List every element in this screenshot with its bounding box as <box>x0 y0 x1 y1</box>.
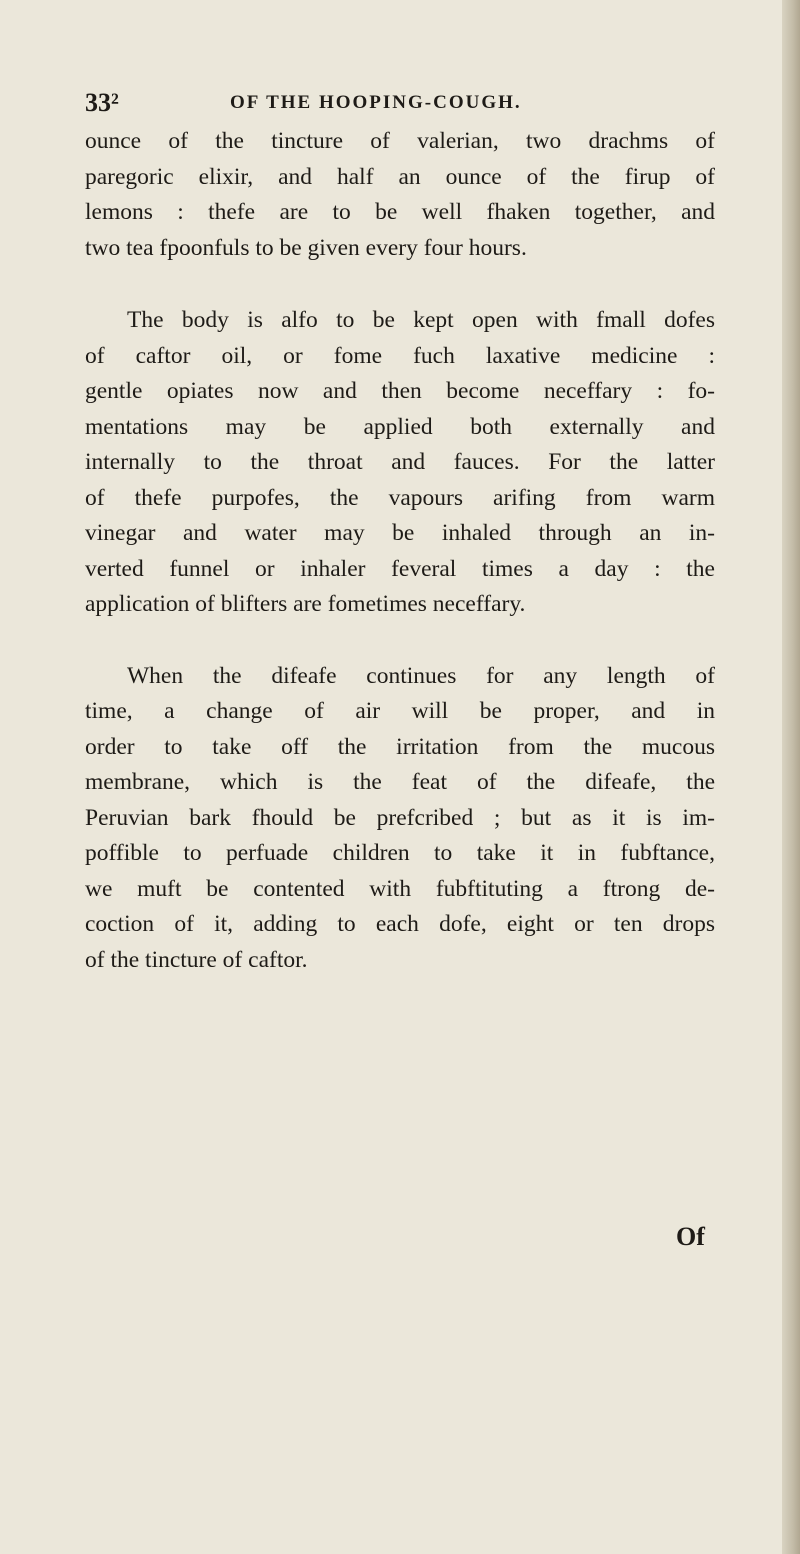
text-line: two tea fpoonfuls to be given every four hours. <box>85 234 527 261</box>
text-line: mentations may be applied both externally and <box>85 413 715 440</box>
text-line: verted funnel or inhaler feveral times a day : the <box>85 555 715 582</box>
text-line: internally to the throat and fauces. For the latter <box>85 449 715 475</box>
page-edge-shadow <box>782 0 800 1554</box>
text-line: order to take off the irritation from the mucous <box>85 733 715 760</box>
text-line: of thefe purpofes, the vapours arifing from warm <box>85 484 715 511</box>
page-number: 33² <box>85 88 119 117</box>
paragraph-2 <box>85 303 715 623</box>
text-line: application of blifters are fometimes neceffary. <box>85 591 526 617</box>
text-line: paregoric elixir, and half an ounce of the firup of <box>85 163 715 190</box>
paragraph-1 <box>85 124 715 266</box>
catchword: Of <box>676 1222 705 1251</box>
text-line: ounce of the tincture of valerian, two drachms of <box>85 128 715 154</box>
text-line: membrane, which is the feat of the difeafe, the <box>85 769 715 795</box>
text-line: gentle opiates now and then become neceffary : fo- <box>85 378 715 404</box>
paragraph-3 <box>85 659 715 979</box>
text-line: of caftor oil, or fome fuch laxative medicine : <box>85 342 715 369</box>
text-line: The body is alfo to be kept open with fmall dofes <box>127 307 715 333</box>
text-line: When the difeafe continues for any length of <box>127 662 715 689</box>
running-head-title: OF THE HOOPING-COUGH. <box>230 92 522 113</box>
text-line: time, a change of air will be proper, and in <box>85 698 715 724</box>
text-line: lemons : thefe are to be well fhaken together, and <box>85 199 715 225</box>
text-line: of the tincture of caftor. <box>85 946 308 973</box>
text-line: vinegar and water may be inhaled through an in- <box>85 520 715 546</box>
text-line: Peruvian bark fhould be prefcribed ; but as it is im- <box>85 804 715 831</box>
text-line: coction of it, adding to each dofe, eight or ten drops <box>85 911 715 937</box>
running-head <box>85 88 715 120</box>
body-text <box>85 124 715 978</box>
text-line: we muft be contented with fubftituting a ftrong de- <box>85 875 715 902</box>
text-line: poffible to perfuade children to take it in fubftance, <box>85 840 715 866</box>
